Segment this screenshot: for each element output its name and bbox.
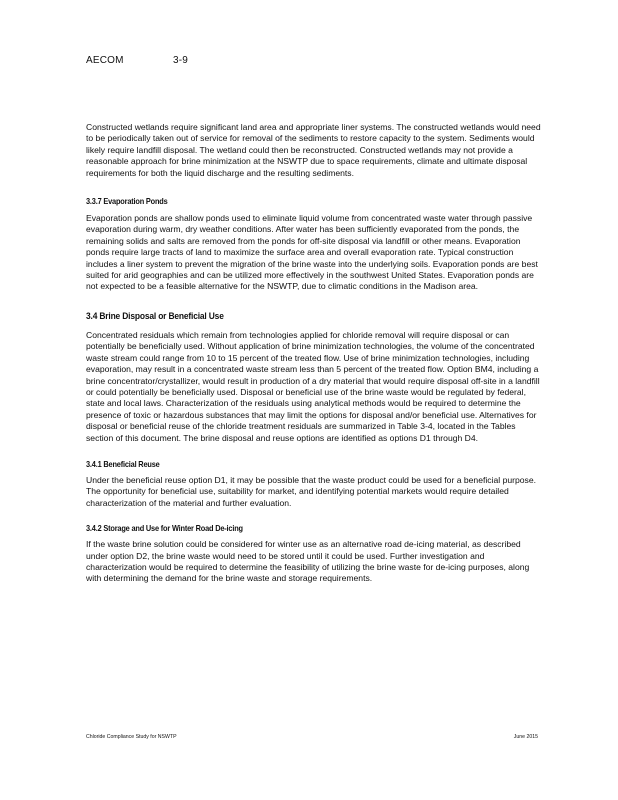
heading-3-3-7: 3.3.7 Evaporation Ponds	[86, 196, 168, 207]
paragraph-beneficial-reuse: Under the beneficial reuse option D1, it may be possible that the waste product could be used for a beneficial purpose. The opportunity for beneficial use, suitability for market, and identifying potential markets would require detailed characterization of the material and further evaluation.	[86, 474, 537, 508]
document-body	[86, 122, 544, 585]
page-number: 3-9	[173, 55, 189, 66]
footer-title: Chloride Compliance Study for NSWTP	[86, 734, 177, 740]
paragraph-wetlands: Constructed wetlands require significant land area and appropriate liner systems. The constructed wetlands would need to be periodically taken out of service for removal of the sediments to restore capacity to the system. Sediments would likely require landfill disposal. The wetland could then be reconstructed. Constructed wetlands may not provide a reasonable approach for brine minimization at the NSWTP due to space requirements, climate and ultimate disposal requirements for both the liquid discharge and the resulting sediments.	[86, 122, 541, 178]
page-header	[86, 55, 189, 66]
paragraph-evaporation: Evaporation ponds are shallow ponds used to eliminate liquid volume from concentrated waste water through passive evaporation during warm, dry weather conditions. After water has been sufficiently evaporated from the ponds, the remaining solids and salts are removed from the ponds for off-site disposal via landfill or other means. Evaporation ponds require large tracts of land to maximize the surface area and overall evaporation rate. Typical construction includes a liner system to prevent the migration of the brine waste into the underlying soils. Evaporation ponds are best suited for arid geographies and can be utilized more effectively in the southwest United States. Evaporation ponds are not expected to be a feasible alternative for the NSWTP, due to climatic conditions in the Madison area.	[86, 213, 538, 292]
org-name: AECOM	[86, 55, 124, 66]
footer-date: June 2015	[513, 734, 538, 740]
heading-3-4-1: 3.4.1 Beneficial Reuse	[86, 458, 160, 469]
heading-3-4: 3.4 Brine Disposal or Beneficial Use	[86, 310, 224, 322]
page-footer	[86, 734, 538, 740]
heading-3-4-2: 3.4.2 Storage and Use for Winter Road De-icing	[86, 523, 243, 534]
paragraph-brine-disposal: Concentrated residuals which remain from technologies applied for chloride removal will require disposal or can potentially be beneficially used. Without application of brine minimization technologies, the volume of the concentrated waste stream could range from 10 to 15 percent of the treated flow. Use of brine minimization technologies, including evaporation, may result in a concentrated waste stream less than 5 percent of the treated flow. Option BM4, including a brine concentrator/crystallizer, would result in production of a dry material that would require disposal off-site in a landfill or could potentially be beneficially used. Disposal or beneficial use of the brine waste would be regulated by federal, state and local laws. Characterization of the residuals using analytical methods would be required to determine the presence of toxic or hazardous substances that may limit the options for disposal and/or beneficial use. Alternatives for disposal or beneficial reuse of the chloride treatment residuals are summarized in Table 3-4, located in the Tables section of this document. The brine disposal and reuse options are identified as options D1 through D4.	[86, 329, 540, 443]
paragraph-winter-deicing: If the waste brine solution could be considered for winter use as an alternative road de-icing material, as described under option D2, the brine waste would need to be stored until it could be used. Further investigation and characterization would be required to determine the feasibility of utilizing the brine waste for de-icing purposes, along with determining the demand for the brine waste and storage requirements.	[86, 539, 530, 584]
